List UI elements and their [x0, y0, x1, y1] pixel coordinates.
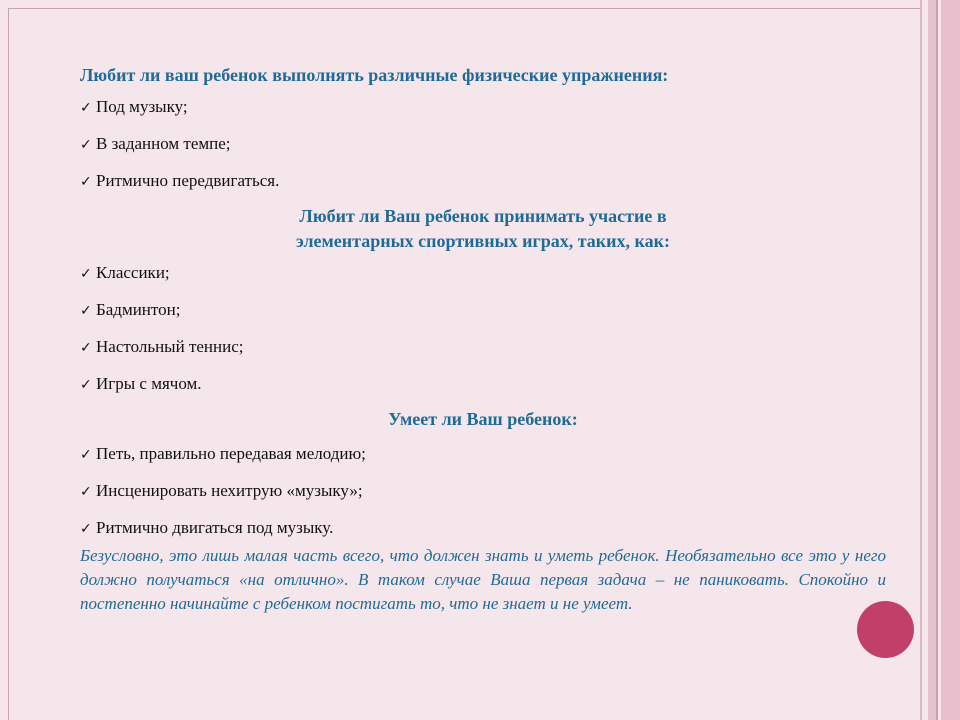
list-item: ✓ Петь, правильно передавая мелодию;	[80, 443, 886, 466]
check-icon: ✓	[80, 447, 92, 463]
list-item: ✓ Классики;	[80, 262, 886, 285]
check-icon: ✓	[80, 377, 92, 393]
list-item: ✓ Настольный теннис;	[80, 336, 886, 359]
closing-note: Безусловно, это лишь малая часть всего, что должен знать и уметь ребенок. Необязательно все это у него должно получаться «на отлично». В таком случае Ваша первая задача – не паниковать. Спокойно и постепенно начинайте с ребенком постигать то, что не знает и не умеет.	[80, 546, 886, 613]
check-icon: ✓	[80, 100, 92, 116]
list-item: ✓ Инсценировать нехитрую «музыку»;	[80, 480, 886, 503]
check-icon: ✓	[80, 340, 92, 356]
list-item: ✓ Ритмично передвигаться.	[80, 170, 886, 193]
check-icon: ✓	[80, 521, 92, 537]
list-item: ✓ Бадминтон;	[80, 299, 886, 322]
check-icon: ✓	[80, 137, 92, 153]
section3-heading: Умеет ли Ваш ребенок:	[388, 409, 578, 429]
check-icon: ✓	[80, 303, 92, 319]
decorative-circle	[857, 601, 914, 658]
check-icon: ✓	[80, 484, 92, 500]
list-item: ✓ Игры с мячом.	[80, 373, 886, 396]
right-border-line	[920, 0, 922, 720]
check-icon: ✓	[80, 174, 92, 190]
section1-heading: Любит ли ваш ребенок выполнять различные физические упражнения:	[80, 65, 669, 85]
section2-heading-line2: элементарных спортивных играх, таких, как:	[296, 231, 670, 251]
right-border-band	[941, 0, 960, 720]
right-border-band	[928, 0, 936, 720]
right-border-line	[936, 0, 938, 720]
list-item: ✓ В заданном темпе;	[80, 133, 886, 156]
section2-heading-line1: Любит ли Ваш ребенок принимать участие в	[299, 206, 667, 226]
slide-content	[80, 63, 886, 616]
check-icon: ✓	[80, 266, 92, 282]
list-item: ✓ Под музыку;	[80, 96, 886, 119]
list-item: ✓ Ритмично двигаться под музыку.	[80, 517, 886, 540]
